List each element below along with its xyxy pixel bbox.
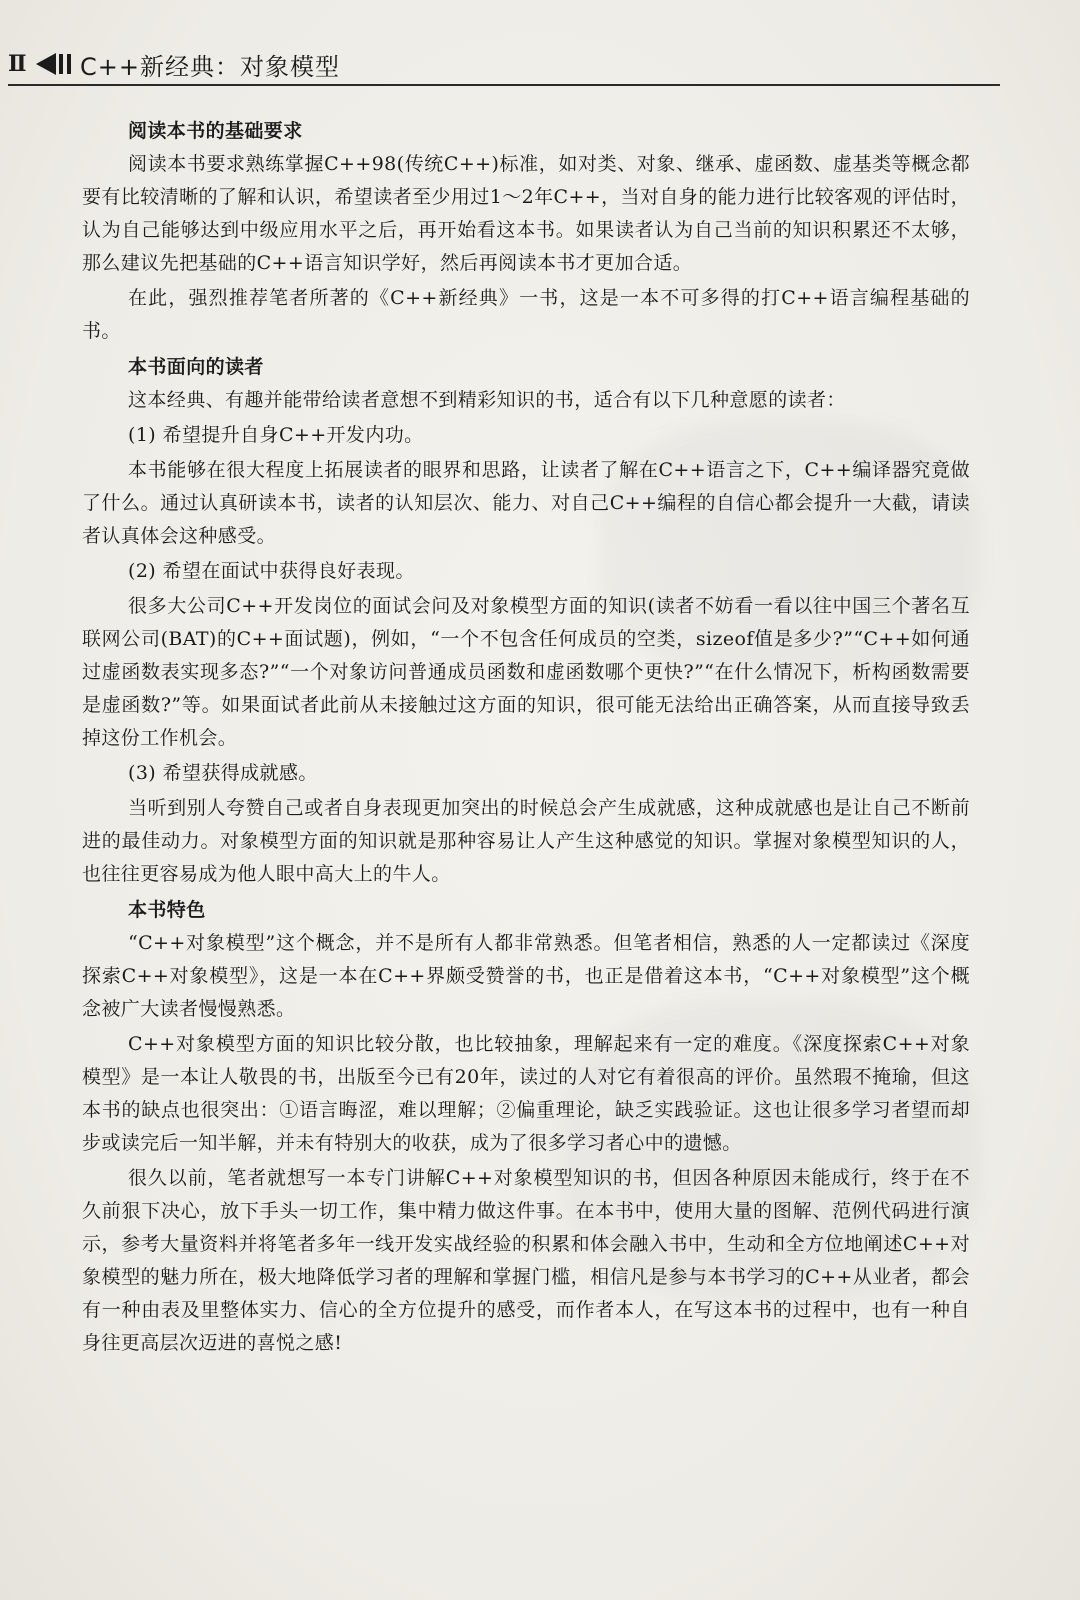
paragraph: “C++对象模型”这个概念，并不是所有人都非常熟悉。但笔者相信，熟悉的人一定都读过《深度探索C++对象模型》，这是一本在C++界颇受赞誉的书，也正是借着这本书，“C++对象模型”这个概念被广大读者慢慢熟悉。: [82, 932, 970, 1020]
book-title: C++新经典：对象模型: [80, 52, 340, 81]
paragraph: 当听到别人夸赞自己或者自身表现更加突出的时候总会产生成就感，这种成就感也是让自己不断前进的最佳动力。对象模型方面的知识就是那种容易让人产生这种感觉的知识。掌握对象模型知识的人，也往往更容易成为他人眼中高大上的牛人。: [82, 797, 970, 885]
list-item: (3) 希望获得成就感。: [128, 762, 318, 784]
section-heading: 本书面向的读者: [128, 356, 264, 378]
section-heading: 阅读本书的基础要求: [128, 120, 303, 142]
paragraph: 这本经典、有趣并能带给读者意想不到精彩知识的书，适合有以下几种意愿的读者：: [128, 389, 846, 411]
running-header: [8, 44, 340, 84]
list-item: (2) 希望在面试中获得良好表现。: [128, 560, 415, 582]
paragraph: 在此，强烈推荐笔者所著的《C++新经典》一书，这是一本不可多得的打C++语言编程基础的书。: [82, 287, 970, 342]
header-rule: [8, 84, 1000, 86]
paragraph: C++对象模型方面的知识比较分散，也比较抽象，理解起来有一定的难度。《深度探索C++对象模型》是一本让人敬畏的书，出版至今已有20年，读过的人对它有着很高的评价。虽然瑕不掩瑜，但这本书的缺点也很突出：①语言晦涩，难以理解；②偏重理论，缺乏实践验证。这也让很多学习者望而却步或读完后一知半解，并未有特别大的收获，成为了很多学习者心中的遗憾。: [82, 1033, 970, 1154]
paragraph: 很多大公司C++开发岗位的面试会问及对象模型方面的知识(读者不妨看一看以往中国三个著名互联网公司(BAT)的C++面试题)，例如，“一个不包含任何成员的空类，sizeof值是多少?”“C++如何通过虚函数表实现多态?”“一个对象访问普通成员函数和虚函数哪个更快?”“在什么情况下，析构函数需要是虚函数?”等。如果面试者此前从未接触过这方面的知识，很可能无法给出正确答案，从而直接导致丢掉这份工作机会。: [82, 595, 970, 749]
paragraph: 本书能够在很大程度上拓展读者的眼界和思路，让读者了解在C++语言之下，C++编译器究竟做了什么。通过认真研读本书，读者的认知层次、能力、对自己C++编程的自信心都会提升一大截，请读者认真体会这种感受。: [82, 459, 970, 547]
page-number: Ⅱ: [8, 51, 28, 77]
page-body: [82, 112, 970, 1362]
paragraph: 阅读本书要求熟练掌握C++98(传统C++)标准，如对类、对象、继承、虚函数、虚基类等概念都要有比较清晰的了解和认识，希望读者至少用过1～2年C++，当对自身的能力进行比较客观的评估时，认为自己能够达到中级应用水平之后，再开始看这本书。如果读者认为自己当前的知识积累还不太够，那么建议先把基础的C++语言知识学好，然后再阅读本书才更加合适。: [82, 153, 970, 274]
section-heading: 本书特色: [128, 899, 206, 921]
paragraph: 很久以前，笔者就想写一本专门讲解C++对象模型知识的书，但因各种原因未能成行，终于在不久前狠下决心，放下手头一切工作，集中精力做这件事。在本书中，使用大量的图解、范例代码进行演示，参考大量资料并将笔者多年一线开发实战经验的积累和体会融入书中，生动和全方位地阐述C++对象模型的魅力所在，极大地降低学习者的理解和掌握门槛，相信凡是参与本书学习的C++从业者，都会有一种由表及里整体实力、信心的全方位提升的感受，而作者本人，在写这本书的过程中，也有一种自身往更高层次迈进的喜悦之感!: [82, 1167, 970, 1354]
left-arrow-icon: [36, 51, 76, 77]
list-item: (1) 希望提升自身C++开发内功。: [128, 424, 424, 446]
